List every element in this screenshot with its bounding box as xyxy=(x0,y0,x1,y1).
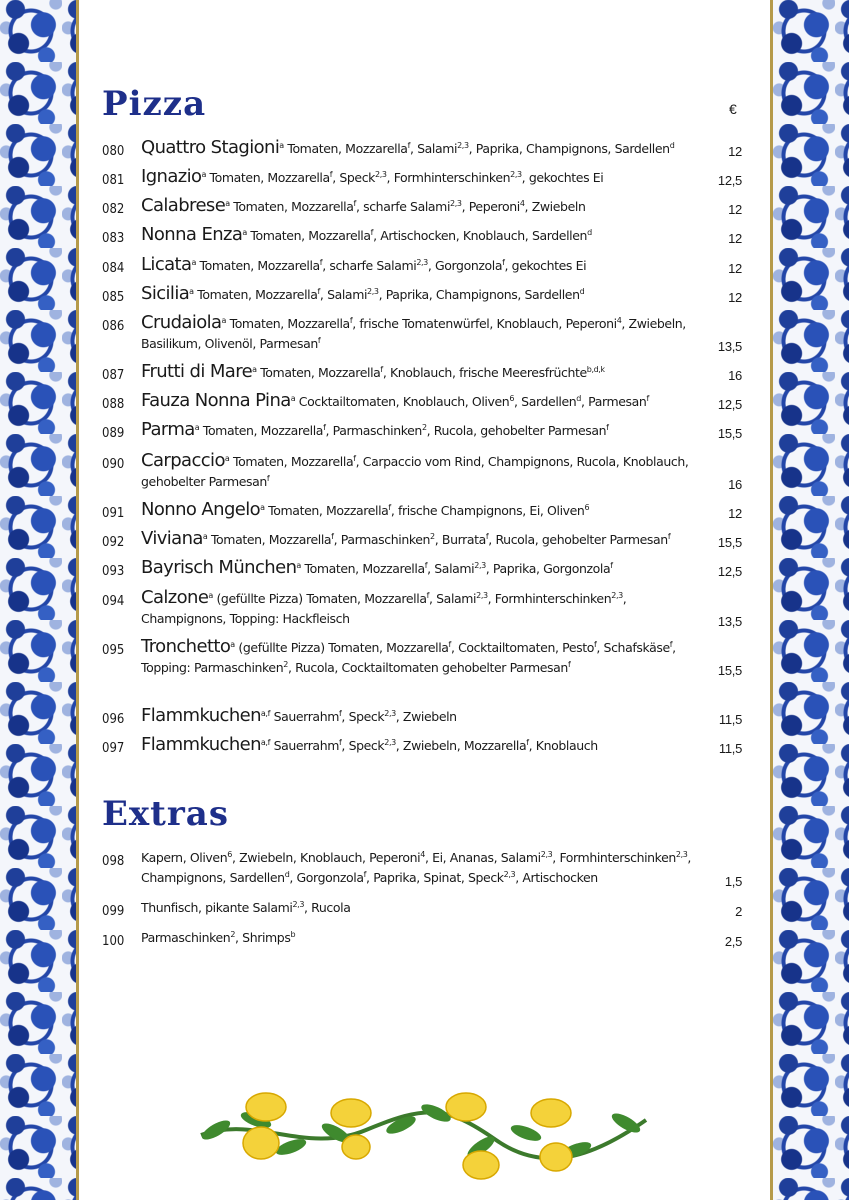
item-description xyxy=(141,848,701,888)
allergen-marker: f xyxy=(424,560,428,570)
ingredient-text: , Knoblauch, frische Meeresfrüchte xyxy=(382,365,587,380)
item-description xyxy=(141,313,701,354)
ingredient-text: Tomaten, Mozzarella xyxy=(199,258,320,273)
ingredient-text: , Artischocken, Knoblauch, Sardellen xyxy=(373,228,588,243)
allergen-marker: 2,3 xyxy=(503,869,516,879)
ingredient-text: , Zwiebeln, Mozzarella xyxy=(395,738,527,753)
item-name: Licata xyxy=(141,254,192,275)
allergen-marker: a xyxy=(290,393,296,403)
ingredient-text: , Paprika, Spinat, Speck xyxy=(366,870,504,885)
item-price: 2,5 xyxy=(724,934,742,949)
allergen-marker: a xyxy=(225,198,230,208)
item-number: 093 xyxy=(102,564,125,579)
item-name: Fauza Nonna Pina xyxy=(141,390,291,411)
item-description xyxy=(141,706,701,727)
allergen-marker: 2 xyxy=(421,422,427,432)
ingredient-text: , Champignons, Topping: Hackfleisch xyxy=(141,591,627,626)
item-price: 12,5 xyxy=(717,397,742,412)
ingredient-text: Tomaten, Mozzarella xyxy=(202,423,324,438)
ingredient-text: , Speck xyxy=(341,709,385,724)
allergen-marker: a,f xyxy=(260,737,270,747)
ingredient-text: , Ei, Ananas, Salami xyxy=(424,850,541,865)
ingredient-text: , Paprika, Champignons, Sardellen xyxy=(468,141,670,156)
ingredient-text: , Champignons, Sardellen xyxy=(141,850,691,885)
allergen-marker: 2,3 xyxy=(384,737,396,747)
allergen-marker: 2 xyxy=(230,929,236,939)
ingredient-text: , frische Champignons, Ei, Oliven xyxy=(390,503,585,518)
item-price: 12,5 xyxy=(717,564,742,579)
ingredient-text: , gekochtes Ei xyxy=(521,170,604,185)
item-name: Carpaccio xyxy=(141,450,225,471)
allergen-marker: d xyxy=(587,227,592,237)
item-price: 12 xyxy=(728,144,742,159)
item-price: 12 xyxy=(728,231,742,246)
allergen-marker: f xyxy=(667,531,671,541)
ingredient-text: , Zwiebeln, Basilikum, Olivenöl, Parmesan xyxy=(141,316,686,351)
ingredient-text: , Rucola xyxy=(304,900,351,915)
item-price: 13,5 xyxy=(717,339,742,354)
allergen-marker: 6 xyxy=(509,393,515,403)
item-price: 11,5 xyxy=(718,741,742,756)
ingredient-text: Parmaschinken xyxy=(141,930,231,945)
item-name: Parma xyxy=(141,419,195,440)
ingredient-text: Tomaten, Mozzarella xyxy=(268,503,389,518)
item-number: 083 xyxy=(102,231,125,246)
allergen-marker: 6 xyxy=(227,849,232,859)
allergen-marker: f xyxy=(526,737,529,747)
item-number: 090 xyxy=(102,457,125,472)
extras-section-title: Extras xyxy=(102,794,229,834)
allergen-marker: 2,3 xyxy=(367,286,379,296)
ingredient-text: , Salami xyxy=(409,141,458,156)
item-name: Crudaiola xyxy=(141,312,222,333)
lemon-branch-illustration xyxy=(196,1085,651,1185)
item-number: 089 xyxy=(102,426,125,441)
allergen-marker: f xyxy=(266,473,270,483)
ingredient-text: , Zwiebeln xyxy=(395,709,457,724)
allergen-marker: f xyxy=(329,169,333,179)
item-price: 12,5 xyxy=(717,173,742,188)
allergen-marker: f xyxy=(370,227,374,237)
item-price: 2 xyxy=(735,904,742,919)
item-number: 082 xyxy=(102,202,125,217)
ingredient-text: , Parmaschinken xyxy=(325,423,422,438)
item-name: Tronchetto xyxy=(141,636,231,657)
allergen-marker: a xyxy=(202,531,208,541)
decorative-tile-border-right xyxy=(770,0,849,1200)
menu-page xyxy=(80,0,770,1200)
pizza-section-title: Pizza xyxy=(102,84,207,124)
ingredient-text: , Parmesan xyxy=(580,394,647,409)
item-number: 087 xyxy=(102,368,125,383)
allergen-marker: a,f xyxy=(260,708,270,718)
ingredient-text: , Rucola, gehobelter Parmesan xyxy=(426,423,607,438)
ingredient-text: Thunfisch, pikante Salami xyxy=(141,900,293,915)
ingredient-text: , Peperoni xyxy=(461,199,520,214)
ingredient-text: , Parmaschinken xyxy=(333,532,431,547)
item-name: Flammkuchen xyxy=(141,734,261,755)
ingredient-text: , Topping: Parmaschinken xyxy=(141,640,676,675)
item-number: 097 xyxy=(102,741,125,756)
allergen-marker: f xyxy=(388,502,391,512)
allergen-marker: 2 xyxy=(283,659,288,669)
allergen-marker: 2,3 xyxy=(384,708,396,718)
allergen-marker: a xyxy=(194,422,200,432)
allergen-marker: 2,3 xyxy=(457,140,469,150)
item-description xyxy=(141,735,701,756)
allergen-marker: b xyxy=(290,929,296,939)
ingredient-text: Cocktailtomaten, Knoblauch, Oliven xyxy=(298,394,510,409)
allergen-marker: a xyxy=(230,639,235,649)
item-name: Frutti di Mare xyxy=(141,361,253,382)
allergen-marker: a xyxy=(189,286,194,296)
item-price: 12 xyxy=(728,290,742,305)
item-price: 12 xyxy=(728,506,742,521)
item-description xyxy=(141,284,701,305)
ingredient-text: , Zwiebeln xyxy=(524,199,586,214)
item-number: 084 xyxy=(102,261,125,276)
item-price: 13,5 xyxy=(717,614,742,629)
item-number: 081 xyxy=(102,173,125,188)
item-description xyxy=(141,529,701,550)
item-number: 085 xyxy=(102,290,125,305)
item-price: 12 xyxy=(728,261,742,276)
allergen-marker: f xyxy=(593,639,597,649)
allergen-marker: 2,3 xyxy=(450,198,462,208)
allergen-marker: a xyxy=(224,453,230,463)
ingredient-text: , Formhinterschinken xyxy=(487,591,612,606)
allergen-marker: f xyxy=(339,737,342,747)
item-description xyxy=(141,420,701,441)
ingredient-text: , Sardellen xyxy=(514,394,577,409)
item-name: Sicilia xyxy=(141,283,190,304)
item-number: 091 xyxy=(102,506,125,521)
item-number: 096 xyxy=(102,712,125,727)
item-price: 16 xyxy=(728,368,742,383)
item-name: Ignazio xyxy=(141,166,202,187)
ingredient-text: Tomaten, Mozzarella xyxy=(197,287,318,302)
allergen-marker: f xyxy=(610,560,613,570)
allergen-marker: a xyxy=(242,227,247,237)
ingredient-text: , Formhinterschinken xyxy=(386,170,511,185)
allergen-marker: f xyxy=(339,708,342,718)
ingredient-text: , gekochtes Ei xyxy=(504,258,587,273)
item-description xyxy=(141,138,701,159)
ingredient-text: , Speck xyxy=(332,170,376,185)
ingredient-text: , Schafskäse xyxy=(596,640,670,655)
ingredient-text: , Gorgonzola xyxy=(427,258,503,273)
item-number: 092 xyxy=(102,535,125,550)
item-description xyxy=(141,558,701,579)
allergen-marker: f xyxy=(380,364,383,374)
item-description xyxy=(141,196,701,217)
allergen-marker: f xyxy=(426,590,429,600)
item-description xyxy=(141,391,701,412)
allergen-marker: a xyxy=(252,364,257,374)
item-description xyxy=(141,362,701,383)
decorative-tile-border-left xyxy=(0,0,79,1200)
allergen-marker: f xyxy=(485,531,489,541)
allergen-marker: d xyxy=(669,140,675,150)
ingredient-text: , Shrimps xyxy=(235,930,291,945)
ingredient-text: , scharfe Salami xyxy=(322,258,417,273)
ingredient-text: , Salami xyxy=(319,287,368,302)
ingredient-text: , Cocktailtomaten, Pesto xyxy=(450,640,594,655)
allergen-marker: a xyxy=(296,560,301,570)
item-name: Quattro Stagioni xyxy=(141,137,280,158)
ingredient-text: , Paprika, Champignons, Sardellen xyxy=(378,287,580,302)
item-number: 088 xyxy=(102,397,125,412)
allergen-marker: 4 xyxy=(616,315,622,325)
allergen-marker: a xyxy=(208,590,213,600)
item-description xyxy=(141,898,701,918)
allergen-marker: 6 xyxy=(584,502,590,512)
item-name: Nonno Angelo xyxy=(141,499,261,520)
allergen-marker: f xyxy=(317,286,320,296)
ingredient-text: Tomaten, Mozzarella xyxy=(232,454,354,469)
item-description xyxy=(141,928,701,948)
item-price: 11,5 xyxy=(718,712,742,727)
item-name: Flammkuchen xyxy=(141,705,261,726)
allergen-marker: 2 xyxy=(430,531,435,541)
ingredient-text: Tomaten, Mozzarella xyxy=(229,316,350,331)
item-name: Viviana xyxy=(141,528,203,549)
allergen-marker: f xyxy=(323,422,326,432)
ingredient-text: , Zwiebeln, Knoblauch, Peperoni xyxy=(231,850,421,865)
allergen-marker: 4 xyxy=(519,198,525,208)
allergen-marker: d xyxy=(579,286,585,296)
allergen-marker: f xyxy=(317,335,321,345)
ingredient-text: , Artischocken xyxy=(515,870,598,885)
allergen-marker: a xyxy=(191,257,196,267)
ingredient-text: Tomaten, Mozzarella xyxy=(233,199,354,214)
allergen-marker: f xyxy=(669,639,673,649)
allergen-marker: d xyxy=(576,393,581,403)
allergen-marker: f xyxy=(319,257,323,267)
ingredient-text: , Rucola, gehobelter Parmesan xyxy=(488,532,668,547)
allergen-marker: 2,3 xyxy=(476,590,488,600)
allergen-marker: 2,3 xyxy=(510,169,522,179)
item-name: Bayrisch München xyxy=(141,557,297,578)
ingredient-text: Tomaten, Mozzarella xyxy=(209,170,330,185)
item-price: 1,5 xyxy=(724,874,742,889)
allergen-marker: 2,3 xyxy=(540,849,553,859)
item-name: Calabrese xyxy=(141,195,226,216)
item-price: 16 xyxy=(728,477,742,492)
ingredient-text: Tomaten, Mozzarella xyxy=(304,561,425,576)
allergen-marker: a xyxy=(260,502,265,512)
allergen-marker: 4 xyxy=(420,849,425,859)
item-price: 15,5 xyxy=(717,535,742,550)
currency-label: € xyxy=(729,101,737,117)
item-description xyxy=(141,637,701,678)
ingredient-text: (gefüllte Pizza) Tomaten, Mozzarella xyxy=(216,591,427,606)
ingredient-text: Tomaten, Mozzarella xyxy=(287,141,408,156)
allergen-marker: 2,3 xyxy=(292,899,305,909)
item-number: 095 xyxy=(102,643,125,658)
ingredient-text: , Paprika, Gorgonzola xyxy=(485,561,611,576)
allergen-marker: a xyxy=(279,140,284,150)
ingredient-text: Sauerrahm xyxy=(273,709,339,724)
ingredient-text: , scharfe Salami xyxy=(355,199,451,214)
allergen-marker: f xyxy=(567,659,571,669)
allergen-marker: 2,3 xyxy=(474,560,486,570)
ingredient-text: , Speck xyxy=(341,738,385,753)
ingredient-text: Tomaten, Mozzarella xyxy=(250,228,371,243)
ingredient-text: , Rucola, Cocktailtomaten gehobelter Parmesan xyxy=(287,660,568,675)
item-description xyxy=(141,167,701,188)
ingredient-text: Kapern, Oliven xyxy=(141,850,228,865)
ingredient-text: Tomaten, Mozzarella xyxy=(210,532,332,547)
item-description xyxy=(141,451,701,492)
allergen-marker: f xyxy=(349,315,353,325)
item-number: 100 xyxy=(102,934,125,949)
allergen-marker: f xyxy=(606,422,609,432)
item-number: 098 xyxy=(102,854,125,869)
allergen-marker: 2,3 xyxy=(375,169,387,179)
item-name: Calzone xyxy=(141,587,209,608)
ingredient-text: , Gorgonzola xyxy=(289,870,364,885)
allergen-marker: f xyxy=(363,869,367,879)
allergen-marker: 2,3 xyxy=(675,849,688,859)
allergen-marker: f xyxy=(502,257,505,267)
item-number: 086 xyxy=(102,319,125,334)
allergen-marker: f xyxy=(407,140,410,150)
ingredient-text: , Carpaccio vom Rind, Champignons, Rucola, Knoblauch, gehobelter Parmesan xyxy=(141,454,689,489)
item-name: Nonna Enza xyxy=(141,224,243,245)
item-price: 15,5 xyxy=(717,426,742,441)
item-number: 099 xyxy=(102,904,125,919)
item-number: 094 xyxy=(102,594,125,609)
ingredient-text: , Salami xyxy=(427,561,475,576)
item-description xyxy=(141,225,701,246)
allergen-marker: 2,3 xyxy=(416,257,428,267)
ingredient-text: Tomaten, Mozzarella xyxy=(260,365,381,380)
ingredient-text: , Formhinterschinken xyxy=(552,850,676,865)
ingredient-text: , frische Tomatenwürfel, Knoblauch, Peperoni xyxy=(352,316,617,331)
allergen-marker: f xyxy=(646,393,649,403)
item-description xyxy=(141,500,701,521)
allergen-marker: f xyxy=(331,531,334,541)
allergen-marker: f xyxy=(353,198,356,208)
ingredient-text: , Knoblauch xyxy=(528,738,598,753)
allergen-marker: a xyxy=(201,169,206,179)
allergen-marker: 2,3 xyxy=(611,590,623,600)
allergen-marker: b,d,k xyxy=(586,364,605,374)
allergen-marker: f xyxy=(353,453,356,463)
item-description xyxy=(141,588,701,629)
item-price: 15,5 xyxy=(717,663,742,678)
allergen-marker: d xyxy=(284,869,290,879)
ingredient-text: (gefüllte Pizza) Tomaten, Mozzarella xyxy=(238,640,449,655)
allergen-marker: f xyxy=(448,639,451,649)
ingredient-text: , Burrata xyxy=(434,532,486,547)
allergen-marker: a xyxy=(221,315,226,325)
item-number: 080 xyxy=(102,144,125,159)
ingredient-text: Sauerrahm xyxy=(273,738,339,753)
ingredient-text: , Salami xyxy=(429,591,477,606)
item-description xyxy=(141,255,701,276)
item-price: 12 xyxy=(728,202,742,217)
